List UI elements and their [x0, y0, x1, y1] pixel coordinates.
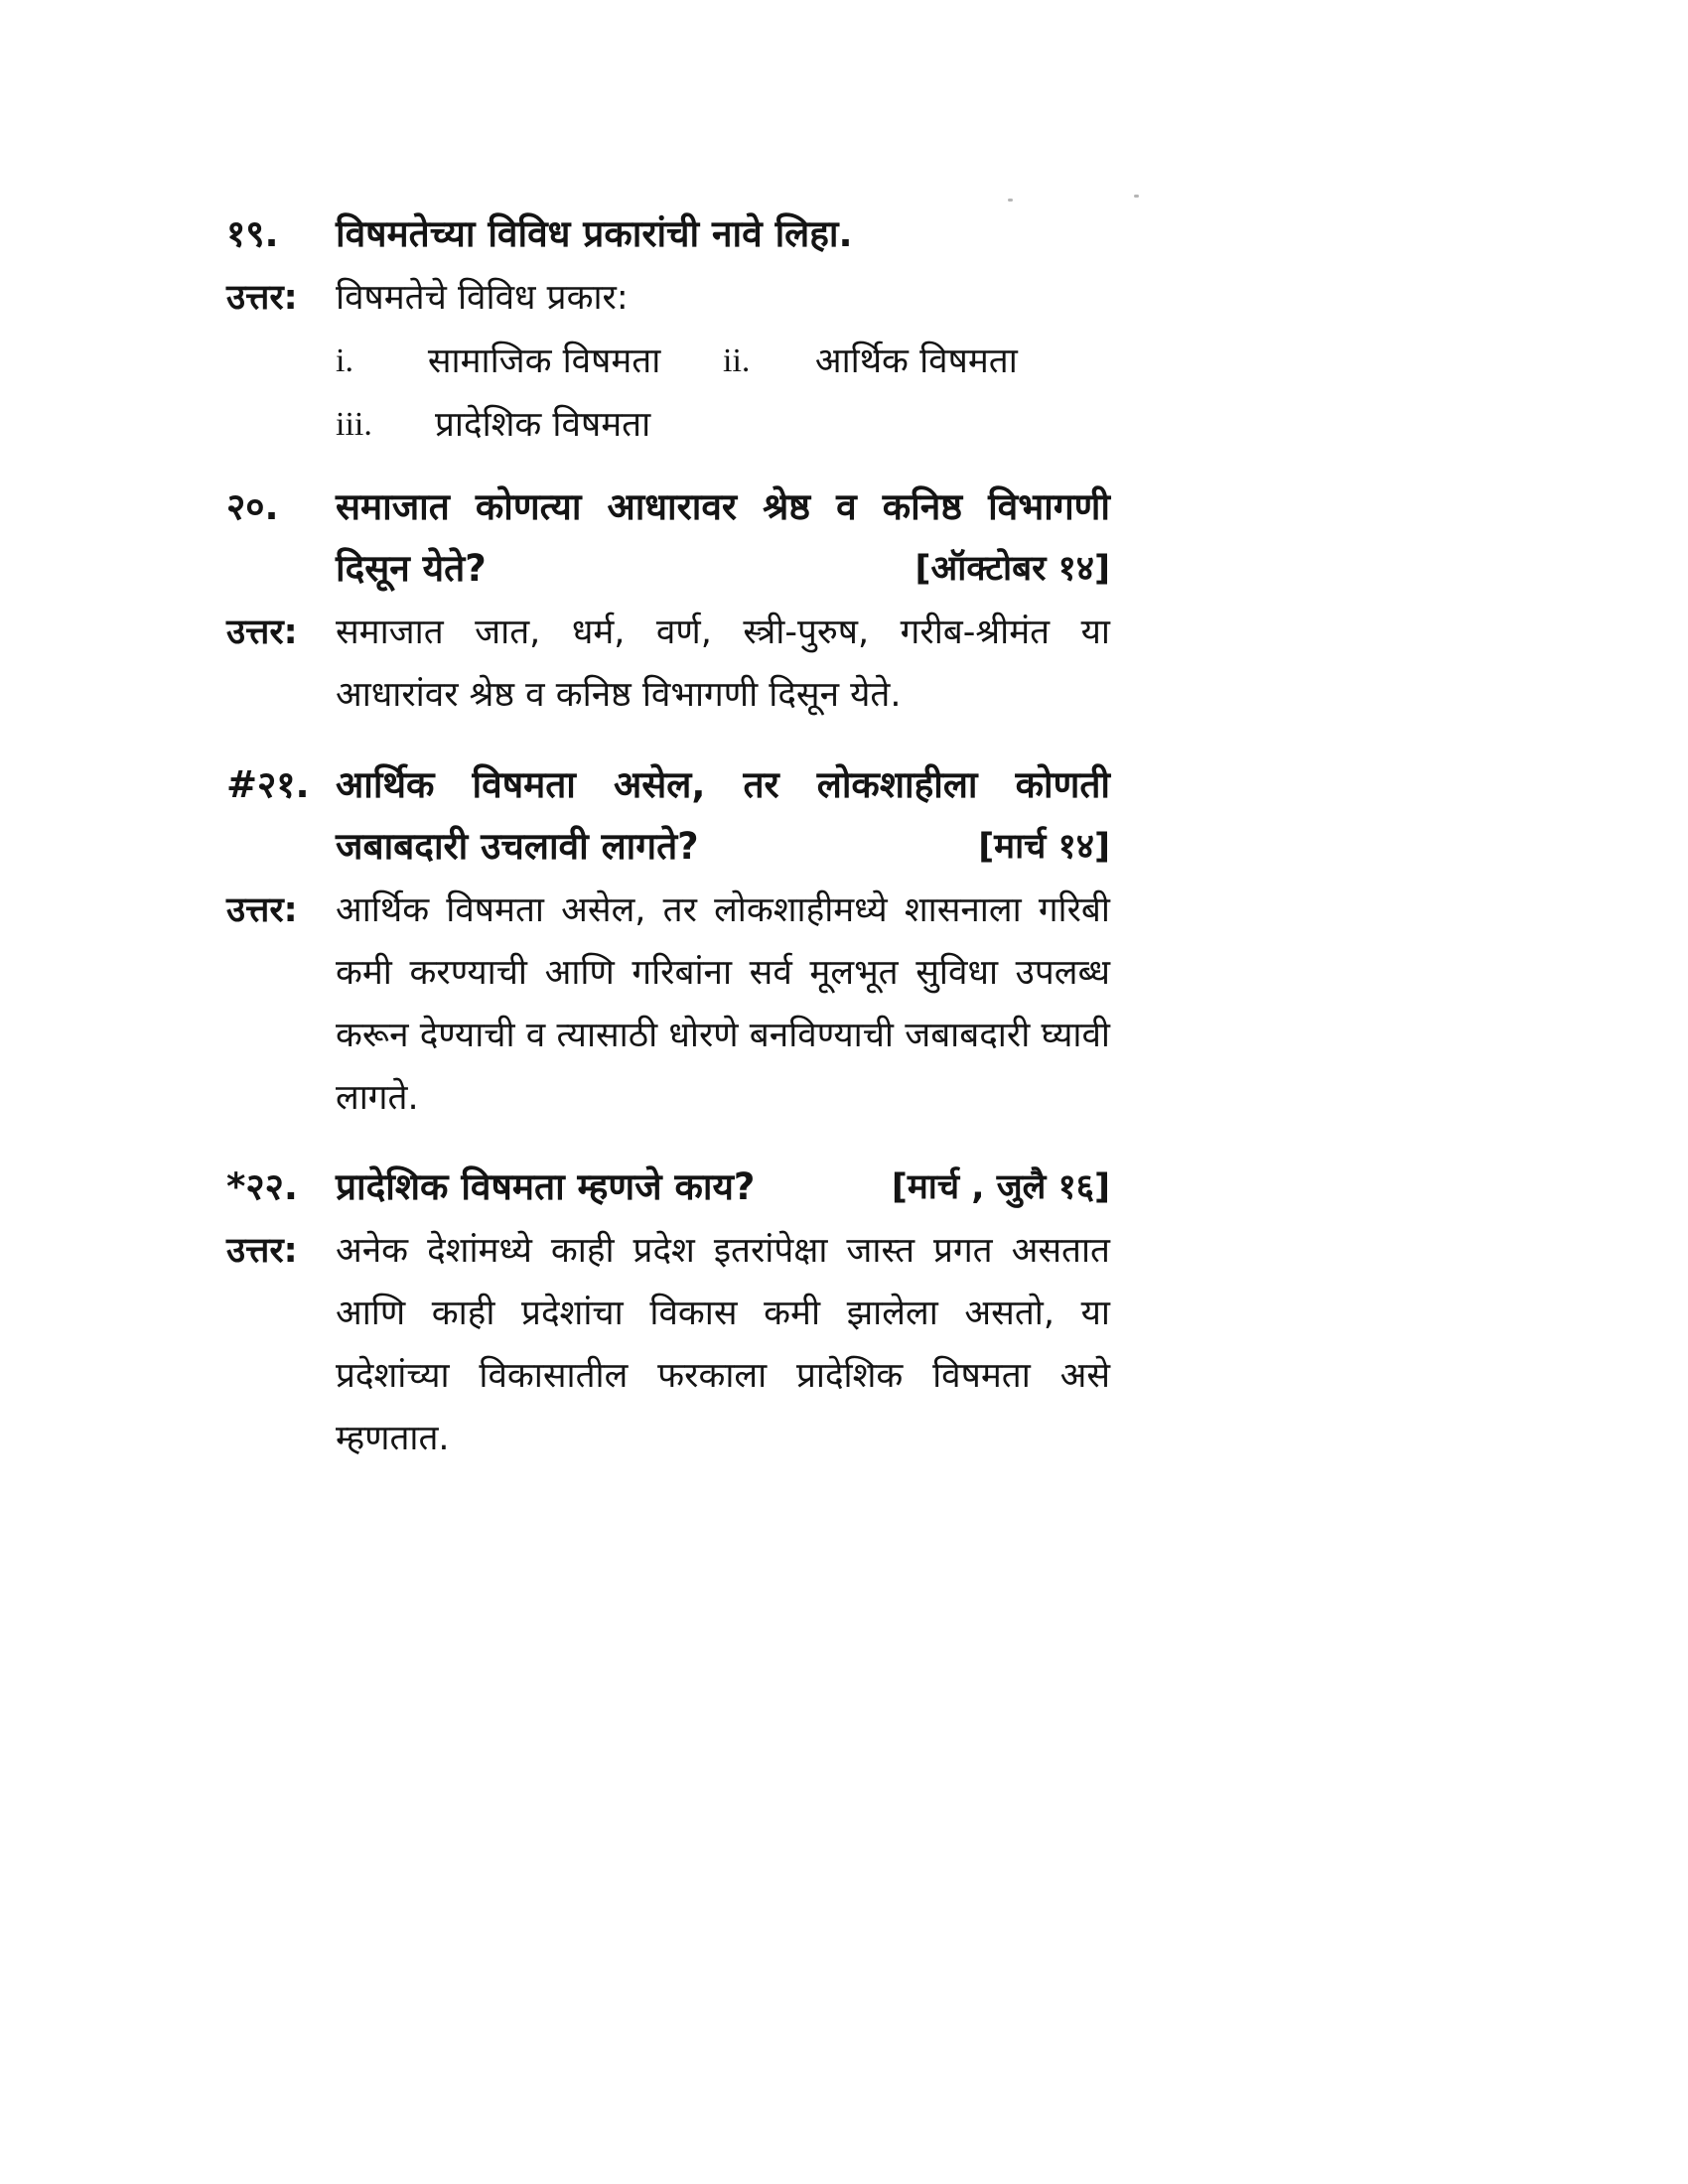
question-row: [226, 754, 1110, 878]
question-block-19: [226, 204, 1110, 457]
list-item: सामाजिक विषमता: [427, 341, 661, 381]
question-row: [226, 1157, 1110, 1218]
types-line: [336, 330, 1110, 393]
answer-label: उत्तर:: [226, 613, 298, 652]
exam-tag: [ऑक्टोबर १४]: [914, 549, 1110, 589]
answer-text: आर्थिक विषमता असेल, तर लोकशाहीमध्ये शासनाला गरिबी कमी करण्याची आणि गरिबांना सर्व मूलभूत सुविधा उपलब्ध करून देण्याची व त्यासाठी धोरणे बनविण्याची जबाबदारी घ्यावी लागते.: [336, 890, 1110, 1118]
exam-tag: [मार्च १४]: [978, 827, 1110, 867]
question-row: [226, 204, 1110, 265]
question-block-22: [226, 1157, 1110, 1470]
list-item: प्रादेशिक विषमता: [435, 405, 651, 445]
question-block-20: [226, 477, 1110, 727]
answer-text: अनेक देशांमध्ये काही प्रदेश इतरांपेक्षा जास्त प्रगत असतात आणि काही प्रदेशांचा विकास कमी झालेला असतो, या प्रदेशांच्या विकासातील फरकाला प्रादेशिक विषमता असे म्हणतात.: [336, 1231, 1110, 1458]
exam-tag: [मार्च , जुलै १६]: [891, 1167, 1110, 1207]
inequality-types-list: [226, 330, 1110, 457]
scan-speck: [1134, 195, 1139, 198]
question-body: आर्थिक विषमता असेल, तर लोकशाहीला कोणती जबाबदारी उचलावी लागते?: [336, 763, 1110, 868]
answer-row: [226, 602, 1110, 727]
question-text: [336, 477, 1110, 600]
answer-text: समाजात जात, धर्म, वर्ण, स्त्री-पुरुष, गरीब-श्रीमंत या आधारांवर श्रेष्ठ व कनिष्ठ विभागणी दिसून येते.: [336, 613, 1110, 715]
question-number: २०.: [226, 485, 279, 528]
answer-intro: विषमतेचे विविध प्रकार:: [336, 278, 629, 318]
question-body: प्रादेशिक विषमता म्हणजे काय?: [336, 1165, 756, 1208]
question-text: विषमतेच्या विविध प्रकारांची नावे लिहा.: [336, 212, 853, 255]
list-marker: i.: [336, 342, 353, 379]
types-line: [336, 393, 1110, 457]
question-row: [226, 477, 1110, 600]
list-marker: iii.: [336, 406, 372, 443]
question-number: #२१.: [226, 763, 310, 806]
answer-row: [226, 880, 1110, 1130]
answer-label: उत्तर:: [226, 890, 298, 930]
question-block-21: [226, 754, 1110, 1130]
question-number: *२२.: [226, 1165, 298, 1208]
question-text: [336, 754, 1110, 878]
scan-speck: [1008, 199, 1013, 202]
answer-row: [226, 1220, 1110, 1470]
question-number: १९.: [226, 212, 279, 255]
list-item: आर्थिक विषमता: [814, 341, 1018, 381]
list-marker: ii.: [723, 342, 751, 379]
answer-row: [226, 267, 1110, 330]
question-body: समाजात कोणत्या आधारावर श्रेष्ठ व कनिष्ठ विभागणी दिसून येते?: [336, 485, 1110, 590]
answer-label: उत्तर:: [226, 1231, 298, 1271]
answer-label: उत्तर:: [226, 278, 298, 318]
question-text: [336, 1157, 1110, 1218]
